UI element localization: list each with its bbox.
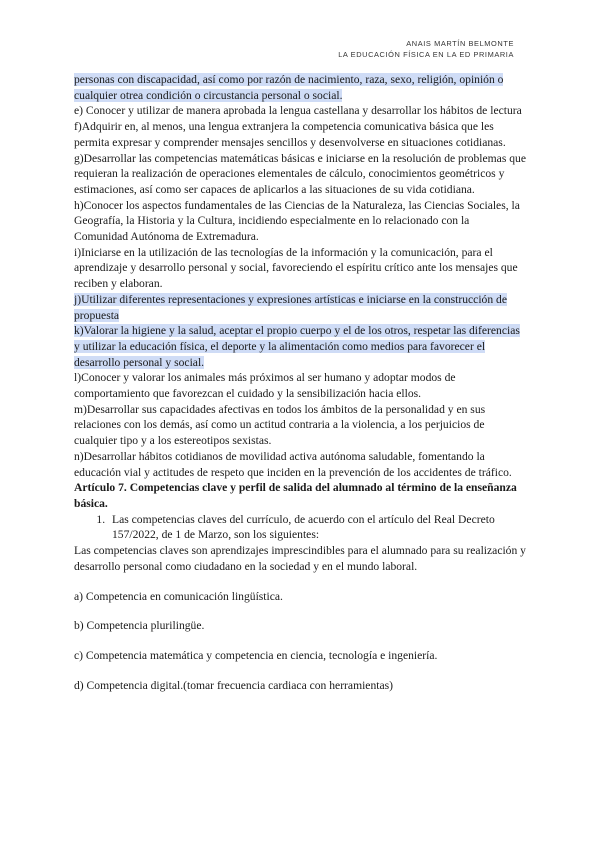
highlighted-text: j)Utilizar diferentes representaciones y expresiones artísticas e iniciarse en la construcción de propuesta [74,292,507,322]
objective-h: h)Conocer los aspectos fundamentales de las Ciencias de la Naturaleza, las Ciencias Sociales, la Geografía, la Historia y la Cultura, incidiendo especialmente en lo relacionado con la Comunidad Autónoma de Extremadura. [74,198,520,244]
objective-i: i)Iniciarse en la utilización de las tecnologías de la información y la comunicación, para el aprendizaje y desarrollo personal y social, favoreciendo el espíritu crítico ante los mensajes que reciben y elaboran. [74,245,518,291]
objective-continuation [74,72,526,103]
objective-l: l)Conocer y valorar los animales más próximos al ser humano y adoptar modos de comportamiento que favorezcan el cuidado y la sensibilización hacia ellos. [74,371,456,401]
objective-f: f)Adquirir en, al menos, una lengua extranjera la competencia comunicativa básica que les permita expresar y comprender mensajes sencillos y desenvolverse en situaciones cotidianas. [74,120,506,149]
highlighted-text: k)Valorar la higiene y la salud, aceptar el propio cuerpo y el de los otros, respetar las diferencias y utilizar la educación física, el deporte y la alimentación como medios para favorecer el desarrollo personal y social. [74,324,520,369]
competencies-intro: Las competencias claves son aprendizajes imprescindibles para el alumnado para su realización y desarrollo personal como ciudadano en la sociedad y en el mundo laboral. [74,544,526,573]
numbered-list [74,512,526,543]
competency-b: b) Competencia plurilingüe. [74,619,205,633]
objective-k [74,323,526,370]
objective-m: m)Desarrollar sus capacidades afectivas en todos los ámbitos de la personalidad y en sus relaciones con los demás, así como un actitud contraria a la violencia, a los perjuicios de cualquier tipo y a los estereotipos sexistas. [74,402,486,448]
document-body [74,72,526,693]
list-item: 1. Las competencias claves del currículo, de acuerdo con el artículo del Real Decreto 157/2022, de 1 de Marzo, son los siguientes: [108,512,526,543]
article-heading: Artículo 7. Competencias clave y perfil de salida del alumnado al término de la enseñanza básica. [74,481,517,510]
objective-n: n)Desarrollar hábitos cotidianos de movilidad activa autónoma saludable, fomentando la educación vial y actitudes de respeto que inciden en la prevención de los accidentes de tráfico. [74,449,512,479]
objective-j [74,292,526,323]
competency-c: c) Competencia matemática y competencia en ciencia, tecnología e ingeniería. [74,648,438,662]
competency-a: a) Competencia en comunicación lingüística. [74,589,283,603]
header-author: ANAIS MARTÍN BELMONTE [406,39,514,48]
competency-d: d) Competencia digital.(tomar frecuencia cardiaca con herramientas) [74,678,393,692]
page-header [338,38,514,60]
highlighted-text: personas con discapacidad, así como por razón de nacimiento, raza, sexo, religión, opinión o cualquier otrea condición o circustancia personal o social. [74,73,504,102]
objective-e: e) Conocer y utilizar de manera aprobada la lengua castellana y desarrollar los hábitos de lectura [74,104,522,118]
objective-g: g)Desarrollar las competencias matemáticas básicas e iniciarse en la resolución de problemas que requieran la realización de operaciones elementales de cálculo, conocimientos geométricos y estimaciones, así como ser capaces de aplicarlos a las situaciones de su vida cotidiana. [74,151,526,196]
header-subject: LA EDUCACIÓN FÍSICA EN LA ED PRIMARIA [338,50,514,59]
